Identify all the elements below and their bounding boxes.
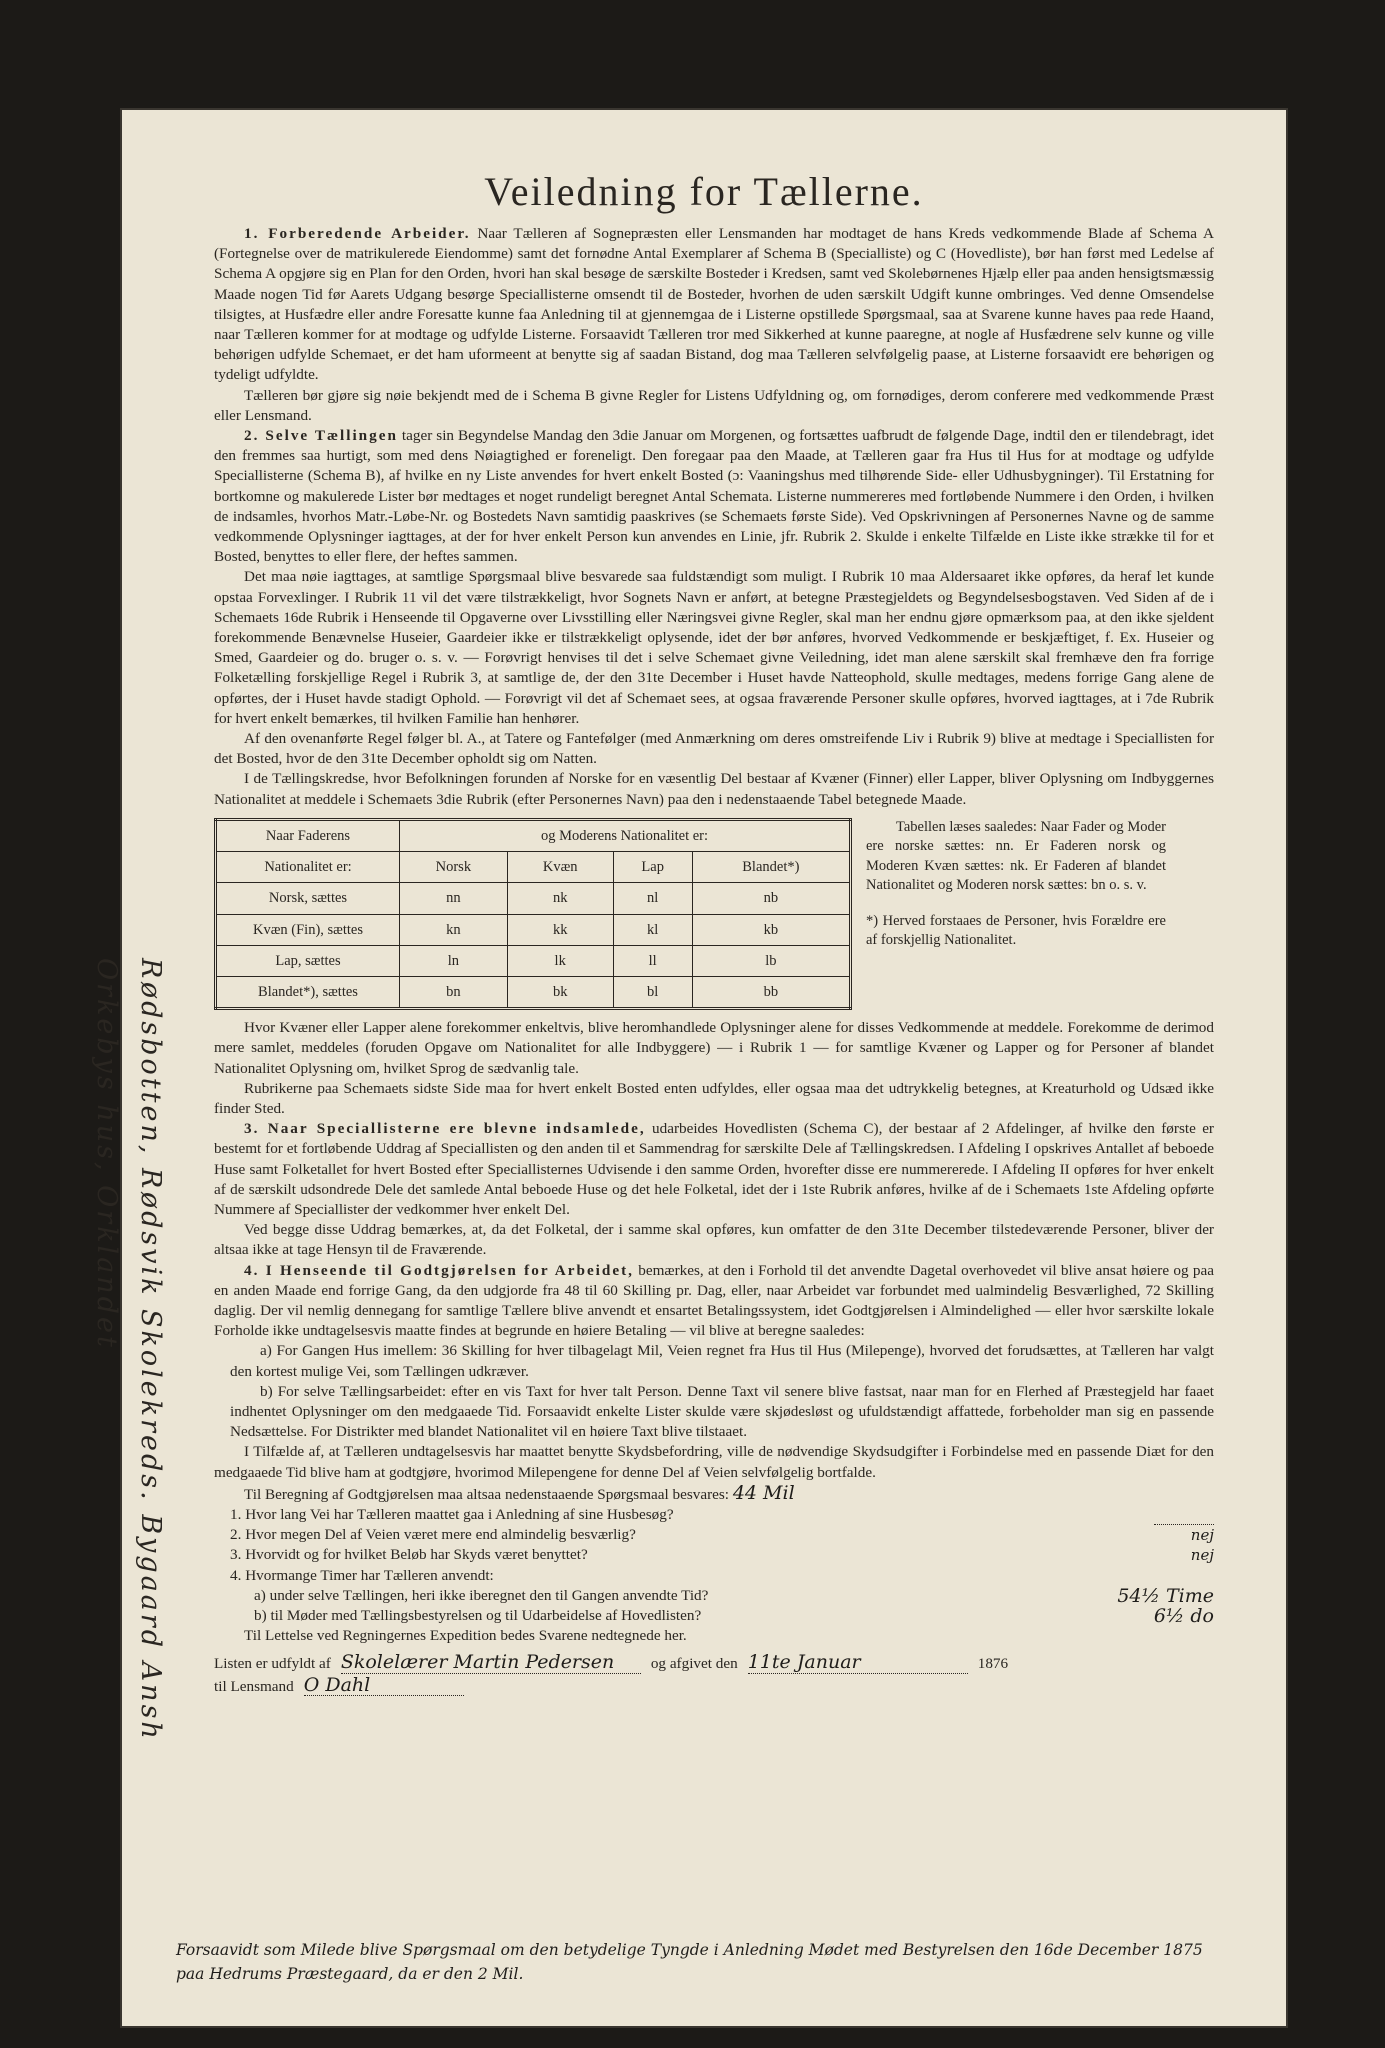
question-4b-text: b) til Møder med Tællingsbestyrelsen og til Udarbeidelse af Hovedlisten? bbox=[254, 1607, 702, 1624]
table-row-label: Lap, sættes bbox=[216, 945, 400, 976]
table-cell: bk bbox=[507, 976, 613, 1008]
table-cell: bb bbox=[692, 976, 850, 1008]
answer-1-line bbox=[1154, 1505, 1214, 1525]
table-cell: kn bbox=[400, 914, 508, 945]
answer-1: 44 Mil bbox=[732, 1481, 795, 1504]
table-explanation bbox=[866, 818, 1166, 951]
question-3-text: 3. Hvorvidt og for hvilket Beløb har Skyds været benyttet? bbox=[230, 1546, 588, 1564]
instruction-body bbox=[214, 224, 1214, 1697]
table-col-lap: Lap bbox=[613, 852, 692, 883]
lensmand-line bbox=[214, 1675, 1214, 1697]
table-row-label: Blandet*), sættes bbox=[216, 976, 400, 1008]
completion-line bbox=[214, 1652, 1214, 1674]
handwritten-footer-note: Forsaavidt som Milede blive Spørgsmaal om den betydelige Tyngde i Anledning Mødet med Bestyrelsen den 16de December 1875 paa Hedrums Præstegaard, da er den 2 Mil. bbox=[176, 1941, 1203, 1983]
table-cell: nk bbox=[507, 883, 613, 914]
table-header-row-1 bbox=[216, 819, 851, 851]
question-4 bbox=[214, 1566, 1214, 1586]
section-2b-para-1: Hvor Kvæner eller Lapper alene forekommer enkeltvis, blive heromhandlede Oplysninger alene for disses Vedkommende at meddele. Forekomme de derimod mere samlet, meddeles (foruden Opgave om Nationalitet for alle Indbyggere) — i Rubrik 1 — for samtlige Kvæner og Lapper og for Personer af blandet Nationalitet Oplysning om, hvilket Sprog de sædvanlig tale. bbox=[214, 1019, 1214, 1077]
section-1-text: Naar Tælleren af Sognepræsten eller Lensmanden har modtaget de hans Kreds vedkommende Blade af Schema A (Fortegnelse over de matrikulerede Eiendomme) samt det fornødne Antal Exemplarer af Schema B (Specialliste) og C (Hovedliste), bør han først med Ledelse af Schema A opgjøre sig en Plan for den Orden, hvori han skal besøge de særskilte Bosteder i Kredsen, samt ved Skolebørnenes Hjælp eller paa anden hensigtsmæssig Maade nogen Tid før Aarets Udgang besørge Speciallisterne omsendt til de Bosteder, hvorhen de uden særskilt Udgift kunne ombringes. Ved denne Omsendelse tilsigtes, at Husfædre eller andre Foresatte kunne faa Anledning til at gjennemgaa de i Listerne opstillede Spørgsmaal, saa at Svarene kunne haves paa rede Haand, naar Tælleren kommer for at modtage og udfylde Listerne. Forsaavidt Tælleren tror med Sikkerhed at kunne paaregne, at nogle af Husfædrene selv kunne og ville behørigen udfylde Schemaet, er det ham uformeent at benytte sig af saadan Bistand, dog maa Tælleren selvfølgelig paase, at Listerne forsaavidt ere behørigen og tydeligt udfyldte. bbox=[214, 225, 1214, 384]
table-cell: nl bbox=[613, 883, 692, 914]
section-2-para-4: I de Tællingskredse, hvor Befolkningen forunden af Norske for en væsentlig Del bestaar af Kvæner (Finner) eller Lapper, bliver Oplysning om Indbyggernes Nationalitet at meddele i Schemaets 3die Rubrik (efter Personernes Navn) paa den i nedenstaaende Tabel betegnede Maade. bbox=[214, 770, 1214, 808]
table-col-blandet: Blandet*) bbox=[692, 852, 850, 883]
question-1-text: 1. Hvor lang Vei har Tælleren maattet gaa i Anledning af sine Husbesøg? bbox=[230, 1505, 674, 1523]
section-4-para-4: Til Lettelse ved Regningernes Expedition bedes Svarene nedtegnede her. bbox=[244, 1627, 687, 1645]
table-header-nationality: Nationalitet er: bbox=[216, 852, 400, 883]
question-4a-text: a) under selve Tællingen, heri ikke iberegnet den til Gangen anvendte Tid? bbox=[254, 1586, 709, 1604]
table-row-label: Kvæn (Fin), sættes bbox=[216, 914, 400, 945]
table-header-father: Naar Faderens bbox=[216, 819, 400, 851]
filled-by-label: Listen er udfyldt af bbox=[214, 1655, 331, 1673]
table-header-mother: og Moderens Nationalitet er: bbox=[400, 819, 851, 851]
table-row bbox=[216, 914, 851, 945]
question-4b bbox=[214, 1606, 1214, 1626]
questions-intro: Til Beregning af Godtgjørelsen maa altsaa nedenstaaende Spørgsmaal besvares: bbox=[244, 1485, 730, 1503]
table-cell: bl bbox=[613, 976, 692, 1008]
census-instruction-page bbox=[91, 108, 1288, 2028]
section-3-para-2: Ved begge disse Uddrag bemærkes, at, da det Folketal, der i samme skal opføres, kun omfatter de den 31te December tilstedeværende Personer, bliver der altsaa ikke at tage Hensyn til de Fraværende. bbox=[214, 1221, 1214, 1259]
section-4-heading: 4. I Henseende til Godtgjørelsen for Arbeidet, bbox=[244, 1261, 634, 1279]
section-2-para-1 bbox=[214, 426, 1214, 567]
table-footnote: *) Herved forstaaes de Personer, hvis Forældre ere af forskjellig Nationalitet. bbox=[866, 912, 1166, 949]
table-row bbox=[216, 883, 851, 914]
section-2-para-2: Det maa nøie iagttages, at samtlige Spørgsmaal blive besvarede saa fuldstændigt som muligt. I Rubrik 10 maa Aldersaaret ikke opføres, da heraf let kunde opstaa Forvexlinger. I Rubrik 11 vil det være tilstrækkeligt, hvor Sognets Navn er anført, at betegne Præstegjeldets og Begyndelsesbogstaven. Ved Siden af de i Schemaets 16de Rubrik i Henseende til Opgaverne over Livsstilling eller Næringsvei givne Regler, skal man her endnu gjøre opmærksom paa, at den ikke sjeldent forekommende Benævnelse Huseier, Gaardeier ikke er tilstrækkeligt oplysende, idet der bør anføres, hvorved Vedkommende er beskjæftiget, f. Ex. Huseier og Smed, Gaardeier og do. bruger o. s. v. — Forøvrigt henvises til det i selve Schemaet givne Veiledning, idet man alene særskilt skal fremhæve den fra forrige Folketælling forskjellige Regel i Rubrik 3, at samtlige de, der den 31te December i Huset havde Natteophold, skulle medtages, medens forrige Gang alene de opførtes, der i Huset havde stadigt Ophold. — Forøvrigt vil det af Schemaet sees, at ogsaa fraværende Personer skulle opføres, hvorved iagttages, at i 7de Rubrik for hvert enkelt bemærkes, til hvilken Familie han henhører. bbox=[214, 568, 1214, 727]
question-2-text: 2. Hvor megen Del af Veien været mere end almindelig besværlig? bbox=[230, 1526, 636, 1544]
section-2b-para-2: Rubrikerne paa Schemaets sidste Side maa for hvert enkelt Bosted enten udfyldes, eller ogsaa maa det udtrykkelig betegnes, at Kreaturhold og Udsæd ikke finder Sted. bbox=[214, 1079, 1214, 1117]
section-2-heading: 2. Selve Tællingen bbox=[244, 427, 398, 445]
submitted-label: og afgivet den bbox=[650, 1655, 738, 1673]
table-cell: kb bbox=[692, 914, 850, 945]
table-row-label: Norsk, sættes bbox=[216, 883, 400, 914]
question-4a bbox=[214, 1586, 1214, 1606]
section-4-item-a: a) For Gangen Hus imellem: 36 Skilling for hver tilbagelagt Mil, Veien regnet fra Hus til Hus (Milepenge), hvorved det forudsættes, at Tælleren har valgt den kortest mulige Vei, som Tællingen udkræver. bbox=[230, 1342, 1214, 1380]
table-cell: kk bbox=[507, 914, 613, 945]
section-4-para-1 bbox=[214, 1261, 1214, 1342]
question-2 bbox=[214, 1525, 1214, 1545]
section-3-para-1 bbox=[214, 1119, 1214, 1220]
table-col-norsk: Norsk bbox=[400, 852, 508, 883]
section-1-para-1 bbox=[214, 224, 1214, 386]
handwritten-margin-note: Rødsbotten, Rødsvik Skolekreds. Bygaard Ansh Orkebys hus, Orklandet bbox=[91, 958, 166, 1742]
lensmand-name: O Dahl bbox=[304, 1675, 464, 1696]
section-4-item-b: b) For selve Tællingsarbeidet: efter en vis Taxt for hver talt Person. Denne Taxt vil senere blive fastsat, naar man for en Flerhed af Præstegjeld har faaet indhentet Oplysninger om den medgaaede Tid. Forsaavidt enkelte Lister skulde være skjødesløst og ufuldstændigt affattede, forbeholder man sig en passende Nedsættelse. For Distrikter med blandet Nationalitet vil en høiere Taxt blive tilstaaet. bbox=[230, 1382, 1214, 1441]
section-1-heading: 1. Forberedende Arbeider. bbox=[244, 225, 471, 242]
lensmand-label: til Lensmand bbox=[214, 1677, 294, 1695]
section-3-heading: 3. Naar Speciallisterne ere blevne indsamlede, bbox=[244, 1120, 646, 1138]
submitted-date: 11te Januar bbox=[748, 1652, 968, 1673]
table-header-row-2 bbox=[216, 852, 851, 883]
filled-by-name: Skolelærer Martin Pedersen bbox=[341, 1652, 641, 1673]
section-3-text: udarbeides Hovedlisten (Schema C), der bestaar af 2 Afdelinger, af hvilke den første er bestemt for et fortløbende Uddrag af Speciallisten og den anden til et Sammendrag for særskilte Dele af Tællingskredsen. I Afdeling I opskrives Antallet af beboede Huse samt Folketallet for hvert Bosted efter Speciallisternes Udvisende i den samme Orden, hvorefter disse ere nummererede. I Afdeling II opføres for hver enkelt af de særskilt udsondrede Dele det samlede Antal beboede Huse og det hele Folketal, idet der i 1ste Rubrik anføres, hvilke af de i Schemaets 1ste Afdeling opførte Nummere af Speciallister der vedkommer hver enkelt Del. bbox=[214, 1120, 1214, 1218]
section-4-text: bemærkes, at den i Forhold til det anvendte Dagetal overhovedet vil blive ansat høiere og paa en anden Maade end forrige Gang, da den udgjorde fra 48 til 60 Skilling pr. Dag, eller, naar Arbeidet var forbundet med ualmindelig Besværlighed, 72 Skilling daglig. Der vil nemlig dennegang for samtlige Tællere blive anvendt et ensartet Betalingssystem, idet Godtgjørelsen i Almindelighed — eller hvor særskilte lokale Forholde ikke undtagelsesvis maatte findes at begrunde en høiere Betaling — vil blive at beregne saaledes: bbox=[214, 1261, 1214, 1340]
page-title: Veiledning for Tællerne. bbox=[484, 169, 924, 214]
nationality-table-block bbox=[214, 818, 1214, 1010]
section-2-text: tager sin Begyndelse Mandag den 3die Januar om Morgenen, og fortsættes uafbrudt de følgende Dage, indtil den er tilendebragt, idet den fremmes saa hurtigt, som med dens Nøiagtighed er foreneligt. Den foregaar paa den Maade, at Tælleren gaar fra Hus til Hus for at modtage og udfylde Speciallisterne (Schema B), af hvilke en ny Liste anvendes for hvert enkelt Bosted (ɔ: Vaaningshus med tilhørende Side- eller Udhusbygninger). Til Erstatning for bortkomne og makulerede Lister bør medtages et noget rundeligt beregnet Antal Schemata. Listerne nummereres med fortløbende Nummere i den Orden, i hvilken de indsamles, hvorhos Matr.-Løbe-Nr. og Bostedets Navn samtidig paaskrives (se Schemaets første Side). Ved Opskrivningen af Personernes Navne og de samme vedkommende Oplysninger iagttages, at der for hver enkelt Person kun anvendes en Linie, jfr. Rubrik 2. Skulde i enkelte Tilfælde en Liste ikke strække til for et Bosted, benyttes to eller flere, der heftes sammen. bbox=[214, 427, 1214, 566]
table-cell: nn bbox=[400, 883, 508, 914]
table-cell: kl bbox=[613, 914, 692, 945]
section-4-para-3 bbox=[214, 1483, 1214, 1505]
nationality-table bbox=[214, 818, 852, 1010]
answer-4a: 54½ Time bbox=[1117, 1584, 1214, 1607]
table-note: Tabellen læses saaledes: Naar Fader og Moder ere norske sættes: nn. Er Faderen norsk og Moderen Kvæn sættes: nk. Er Faderen af blandet Nationalitet og Moderen norsk sættes: bn o. s. v. bbox=[866, 818, 1166, 894]
question-4-text: 4. Hvormange Timer har Tælleren anvendt: bbox=[230, 1566, 494, 1584]
table-cell: ll bbox=[613, 945, 692, 976]
table-cell: lb bbox=[692, 945, 850, 976]
table-row bbox=[216, 976, 851, 1008]
question-1 bbox=[214, 1505, 1214, 1525]
answer-4b: 6½ do bbox=[1153, 1605, 1214, 1627]
question-3 bbox=[214, 1545, 1214, 1565]
table-cell: ln bbox=[400, 945, 508, 976]
table-cell: lk bbox=[507, 945, 613, 976]
answer-3: nej bbox=[1190, 1546, 1214, 1565]
answer-2: nej bbox=[1190, 1526, 1214, 1545]
section-1-para-2: Tælleren bør gjøre sig nøie bekjendt med de i Schema B givne Regler for Listens Udfyldning og, om fornødiges, derom conferere med vedkommende Præst eller Lensmand. bbox=[214, 386, 1214, 424]
section-2-para-3: Af den ovenanførte Regel følger bl. A., at Tatere og Fantefølger (med Anmærkning om deres omstreifende Liv i Rubrik 9) blive at medtage i Speciallisten for det Bosted, hvor de den 31te December opholdt sig om Natten. bbox=[214, 730, 1214, 768]
table-cell: nb bbox=[692, 883, 850, 914]
year: 1876 bbox=[977, 1655, 1009, 1673]
table-cell: bn bbox=[400, 976, 508, 1008]
table-col-kvaen: Kvæn bbox=[507, 852, 613, 883]
table-row bbox=[216, 945, 851, 976]
section-4-para-2: I Tilfælde af, at Tælleren undtagelsesvis har maattet benytte Skydsbefordring, ville de nødvendige Skydsudgifter i Forbindelse med en passende Diæt for den medgaaede Tid blive ham at godtgjøre, hvorimod Milepengene for denne Del af Veien selvfølgelig bortfalde. bbox=[214, 1443, 1214, 1481]
